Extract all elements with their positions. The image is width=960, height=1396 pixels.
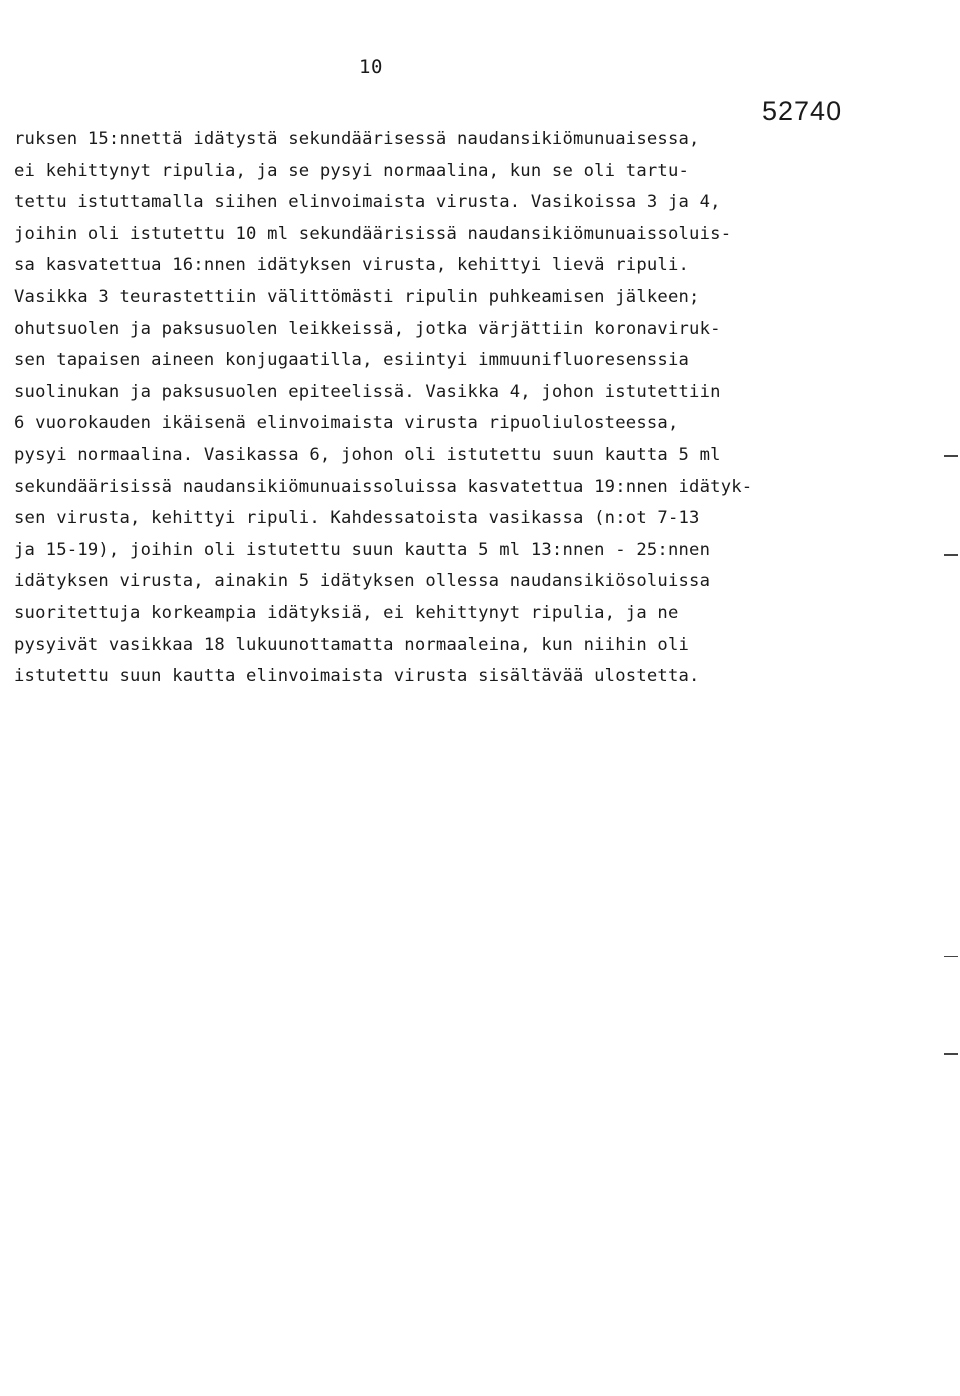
text-line: ei kehittynyt ripulia, ja se pysyi normaalina, kun se oli tartu-	[14, 160, 690, 181]
text-line: idätyksen virusta, ainakin 5 idätyksen ollessa naudansikiösoluissa	[14, 571, 711, 592]
text-line: pysyi normaalina. Vasikassa 6, johon oli istutettu suun kautta 5 ml	[14, 444, 721, 465]
page-number: 10	[359, 56, 383, 78]
text-line: tettu istuttamalla siihen elinvoimaista virusta. Vasikoissa 3 ja 4,	[14, 192, 721, 213]
document-number: 52740	[762, 96, 843, 126]
text-line: sen virusta, kehittyi ripuli. Kahdessatoista vasikassa (n:ot 7-13	[14, 508, 700, 529]
body-text	[14, 124, 914, 693]
text-line: sen tapaisen aineen konjugaatilla, esiintyi immuunifluoresenssia	[14, 350, 690, 371]
text-line: sekundäärisissä naudansikiömunuaissoluissa kasvatettua 19:nnen idätyk-	[14, 476, 753, 497]
text-line: suolinukan ja paksusuolen epiteelissä. Vasikka 4, johon istutettiin	[14, 381, 721, 402]
text-line: pysyivät vasikkaa 18 lukuunottamatta normaaleina, kun niihin oli	[14, 634, 690, 655]
text-line: Vasikka 3 teurastettiin välittömästi ripulin puhkeamisen jälkeen;	[14, 286, 700, 307]
text-line: 6 vuorokauden ikäisenä elinvoimaista virusta ripuoliulosteessa,	[14, 413, 679, 434]
text-line: suoritettuja korkeampia idätyksiä, ei kehittynyt ripulia, ja ne	[14, 602, 679, 623]
margin-tick-mark	[944, 455, 958, 457]
text-line: istutettu suun kautta elinvoimaista virusta sisältävää ulostetta.	[14, 666, 700, 687]
text-line: ohutsuolen ja paksusuolen leikkeissä, jotka värjättiin koronaviruk-	[14, 318, 721, 339]
text-line: sa kasvatettua 16:nnen idätyksen virusta, kehittyi lievä ripuli.	[14, 255, 690, 276]
margin-tick-mark	[944, 554, 958, 556]
margin-tick-mark	[944, 1053, 958, 1055]
text-line: ruksen 15:nnettä idätystä sekundäärisessä naudansikiömunuaisessa,	[14, 129, 700, 149]
text-line: ja 15-19), joihin oli istutettu suun kautta 5 ml 13:nnen - 25:nnen	[14, 539, 711, 560]
margin-tick-mark	[944, 956, 958, 957]
text-line: joihin oli istutettu 10 ml sekundäärisissä naudansikiömunuaissoluis-	[14, 223, 732, 244]
